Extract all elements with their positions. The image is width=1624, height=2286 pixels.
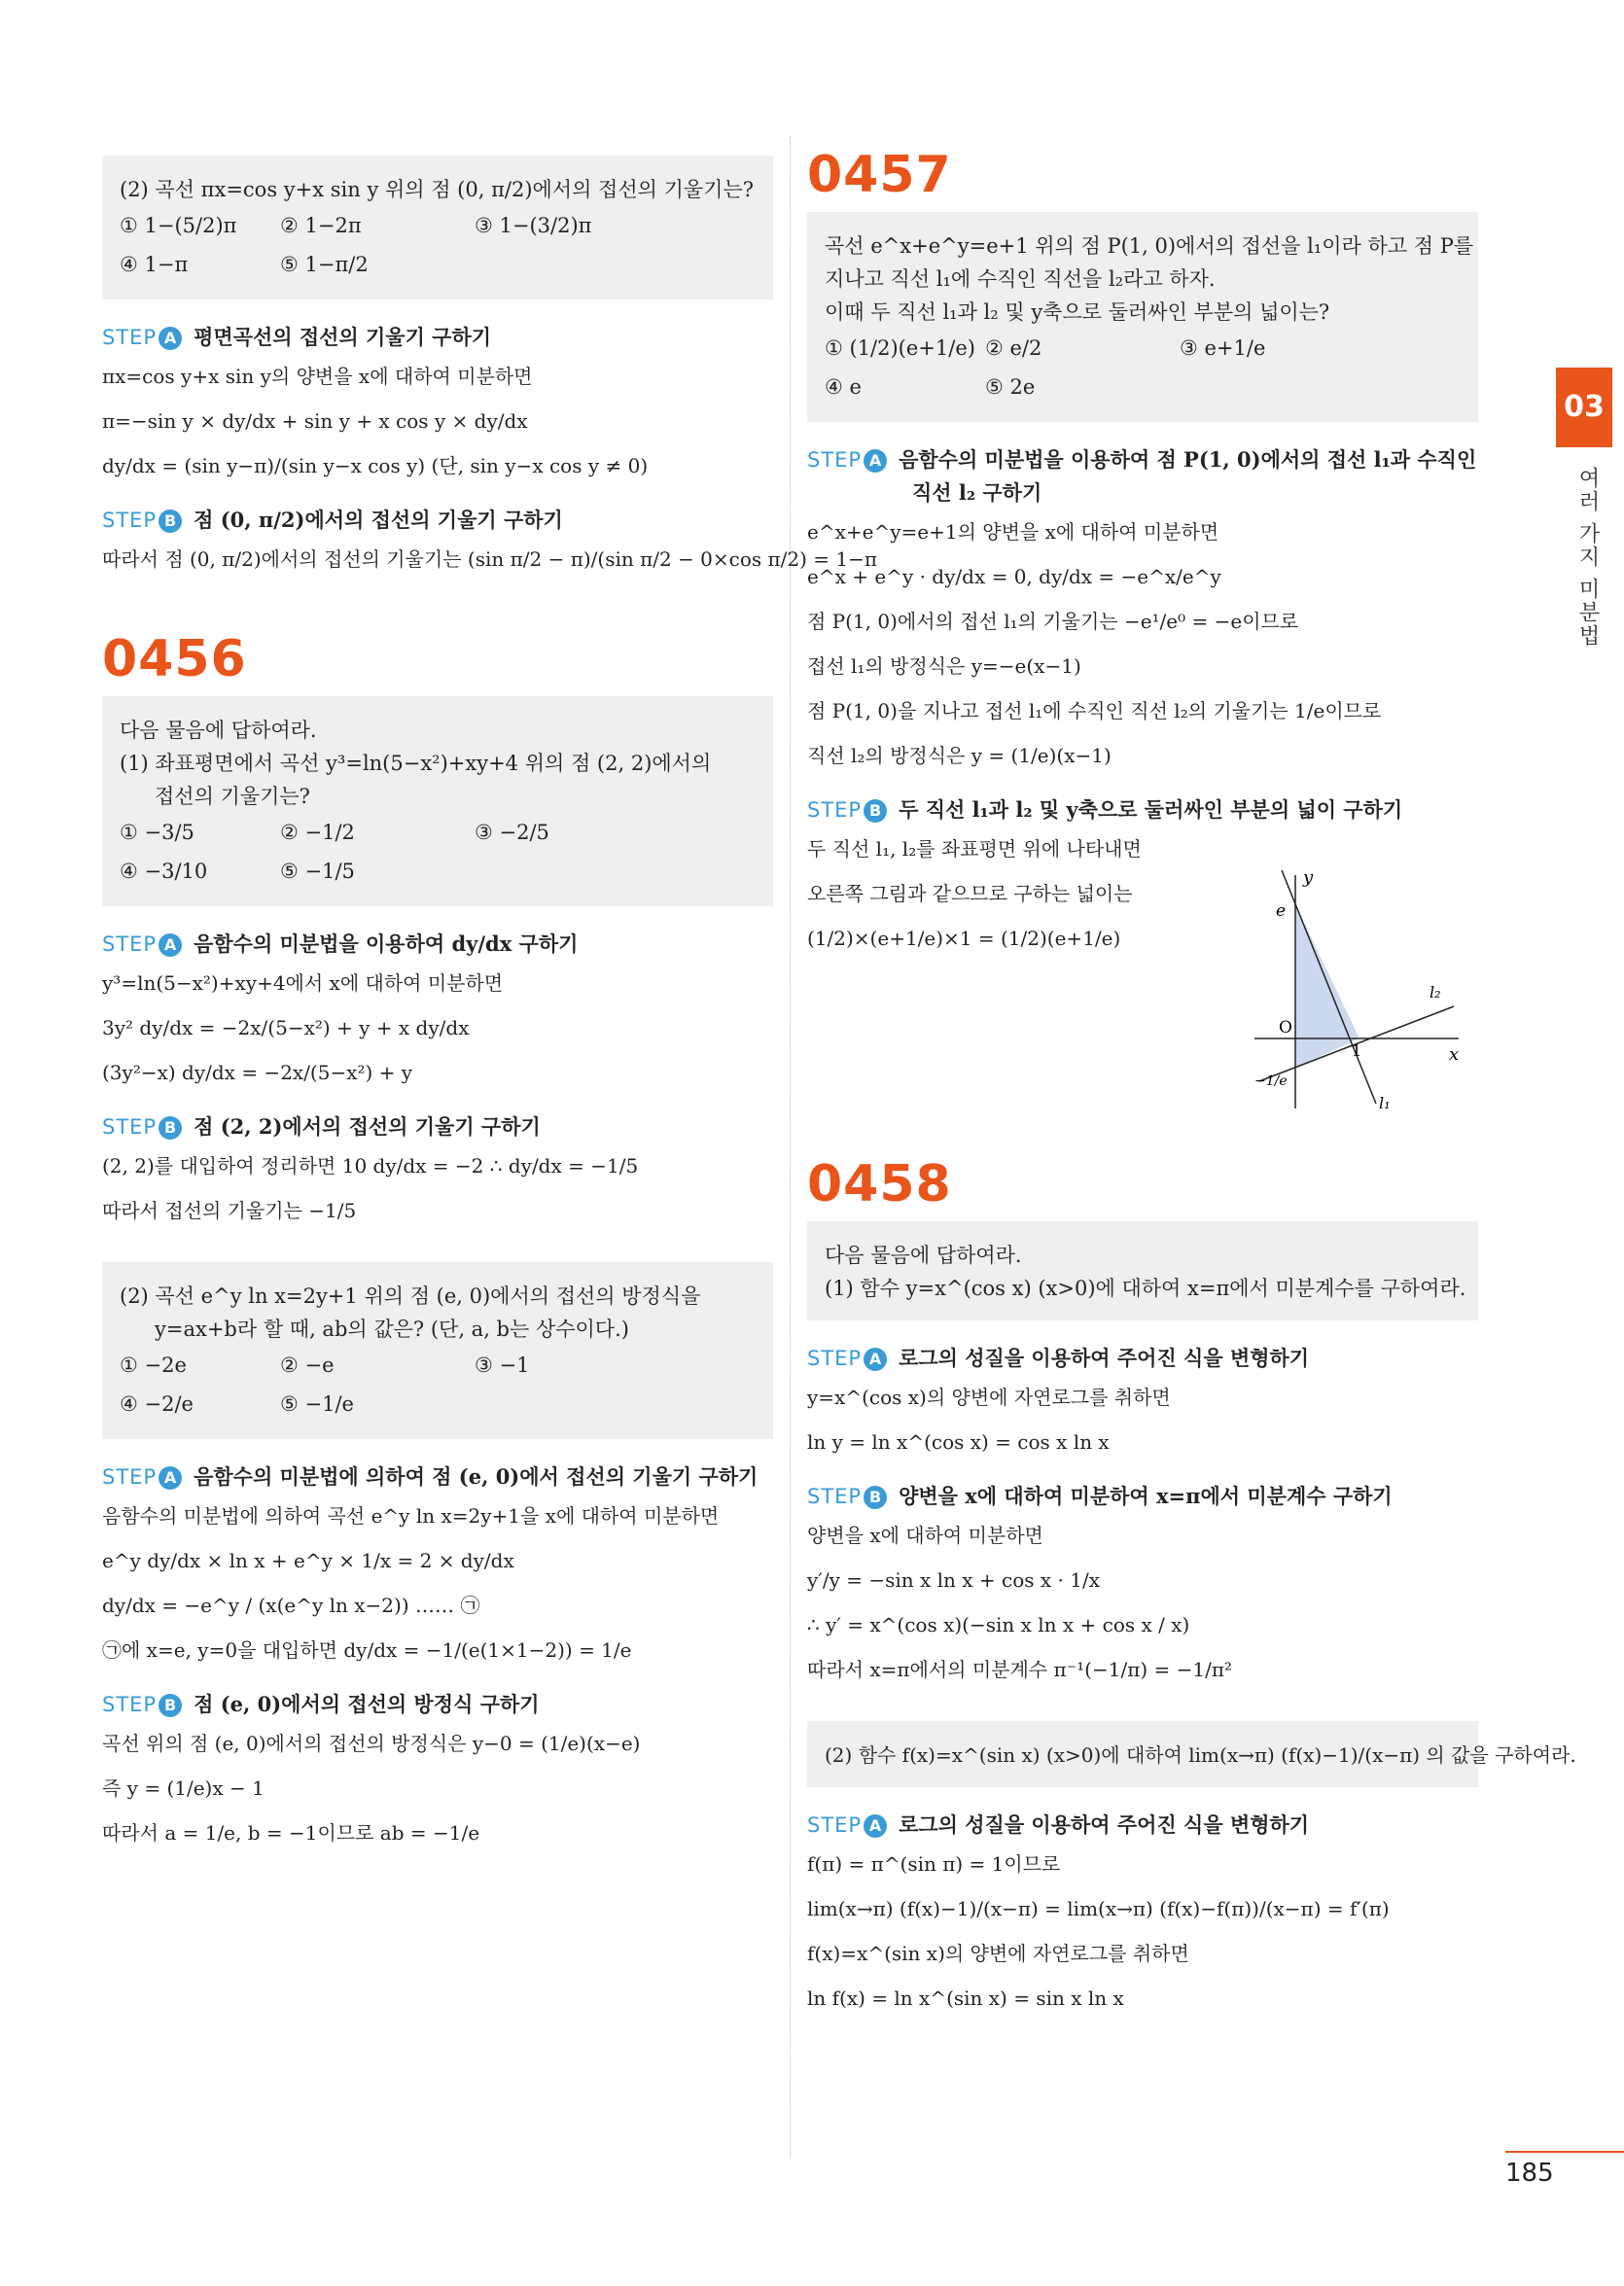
solution-line: 접선 l₁의 방정식은 y=−e(x−1) bbox=[807, 654, 1081, 678]
solution-line: 오른쪽 그림과 같으므로 구하는 넓이는 bbox=[807, 882, 1133, 905]
label-one: 1 bbox=[1352, 1041, 1362, 1060]
solution-line: (1/2)×(e+1/e)×1 = (1/2)(e+1/e) bbox=[807, 927, 1121, 950]
step-b-body bbox=[807, 1513, 1478, 1692]
solution-line: dy/dx = −e^y / (x(e^y ln x−2)) …… ㉠ bbox=[102, 1594, 480, 1617]
choice: ④ −2/e bbox=[120, 1392, 194, 1416]
step-a-heading-cont: 직선 l₂ 구하기 bbox=[912, 480, 1042, 505]
step-b-body bbox=[102, 1721, 773, 1855]
question-intro: 다음 물음에 답하여라. bbox=[825, 1244, 1022, 1267]
question-box-0457 bbox=[807, 212, 1478, 422]
choices bbox=[120, 1346, 756, 1424]
label-x: x bbox=[1449, 1044, 1460, 1065]
choice: ② 1−2π bbox=[280, 214, 362, 237]
choice: ② e/2 bbox=[985, 336, 1042, 360]
step-b-heading: STEP B 두 직선 l₁과 l₂ 및 y축으로 둘러싸인 부분의 넓이 구하기 bbox=[807, 797, 1403, 822]
question-text: (2) 함수 f(x)=x^(sin x) (x>0)에 대하여 lim(x→π) (f(x)−1)/(x−π) 의 값을 구하여라. bbox=[825, 1743, 1576, 1767]
choice: ③ 1−(3/2)π bbox=[475, 214, 592, 237]
question-text: 지나고 직선 l₁에 수직인 직선을 l₂라고 하자. bbox=[825, 267, 1216, 291]
solution-line: 즉 y = (1/e)x − 1 bbox=[102, 1776, 265, 1800]
solution-line: 따라서 점 (0, π/2)에서의 접선의 기울기는 (sin π/2 − π)/(sin π/2 − 0×cos π/2) = 1−π bbox=[102, 547, 878, 571]
question-text: (1) 함수 y=x^(cos x) (x>0)에 대하여 x=π에서 미분계수를 구하여라. bbox=[825, 1277, 1466, 1300]
solution-line: (3y²−x) dy/dx = −2x/(5−x²) + y bbox=[102, 1061, 413, 1084]
page-number: 185 bbox=[1505, 2159, 1554, 2188]
step-b-body bbox=[102, 537, 878, 581]
choice: ④ 1−π bbox=[120, 253, 189, 276]
chapter-title: 여러 가지 미분법 bbox=[1575, 467, 1600, 648]
question-text: 이때 두 직선 l₁과 l₂ 및 y축으로 둘러싸인 부분의 넓이는? bbox=[825, 300, 1330, 324]
solution-line: 음함수의 미분법에 의하여 곡선 e^y ln x=2y+1을 x에 대하여 미분하면 bbox=[102, 1504, 720, 1528]
choice: ④ e bbox=[825, 375, 862, 399]
solution-line: e^x + e^y · dy/dx = 0, dy/dx = −e^x/e^y bbox=[807, 565, 1221, 588]
choices bbox=[825, 329, 1461, 406]
choice: ⑤ 2e bbox=[985, 375, 1036, 399]
step-a-heading: STEP A 음함수의 미분법을 이용하여 점 P(1, 0)에서의 접선 l₁과 수직인 bbox=[807, 447, 1477, 472]
solution-line: 따라서 a = 1/e, b = −1이므로 ab = −1/e bbox=[102, 1821, 480, 1845]
label-e: e bbox=[1276, 901, 1287, 921]
column-divider bbox=[790, 136, 791, 2159]
step-a-body bbox=[807, 1375, 1478, 1464]
choice: ③ e+1/e bbox=[1180, 336, 1266, 360]
solution-line: f(π) = π^(sin π) = 1이므로 bbox=[807, 1852, 1061, 1876]
choice: ⑤ 1−π/2 bbox=[280, 253, 369, 276]
solution-line: ln y = ln x^(cos x) = cos x ln x bbox=[807, 1430, 1110, 1454]
question-text: 접선의 기울기는? bbox=[155, 785, 310, 808]
question-text: y=ax+b라 할 때, ab의 값은? (단, a, b는 상수이다.) bbox=[155, 1318, 629, 1341]
solution-line: 직선 l₂의 방정식은 y = (1/e)(x−1) bbox=[807, 744, 1112, 767]
page-number-rule bbox=[1505, 2151, 1624, 2153]
solution-line: ㉠에 x=e, y=0을 대입하면 dy/dx = −1/(e(1×1−2)) = 1/e bbox=[102, 1638, 632, 1662]
step-a-heading: STEP A 로그의 성질을 이용하여 주어진 식을 변형하기 bbox=[807, 1346, 1310, 1370]
solution-line: 점 P(1, 0)에서의 접선 l₁의 기울기는 −e¹/e⁰ = −e이므로 bbox=[807, 610, 1299, 633]
label-l1: l₁ bbox=[1379, 1094, 1391, 1112]
choice: ① −2e bbox=[120, 1354, 187, 1377]
label-origin: O bbox=[1279, 1018, 1292, 1037]
solution-line: (2, 2)를 대입하여 정리하면 10 dy/dx = −2 ∴ dy/dx = −1/5 bbox=[102, 1154, 639, 1178]
solution-line: e^y dy/dx × ln x + e^y × 1/x = 2 × dy/dx bbox=[102, 1549, 514, 1572]
solution-line: πx=cos y+x sin y의 양변을 x에 대하여 미분하면 bbox=[102, 365, 533, 388]
choice: ② −1/2 bbox=[280, 821, 355, 844]
step-a-heading: STEP A 음함수의 미분법을 이용하여 dy/dx 구하기 bbox=[102, 932, 579, 956]
solution-line: e^x+e^y=e+1의 양변을 x에 대하여 미분하면 bbox=[807, 520, 1219, 544]
step-a-heading: STEP A 로그의 성질을 이용하여 주어진 식을 변형하기 bbox=[807, 1812, 1310, 1837]
question-box-0456-2 bbox=[102, 1262, 773, 1439]
choice: ③ −1 bbox=[475, 1354, 530, 1377]
question-text: 곡선 e^x+e^y=e+1 위의 점 P(1, 0)에서의 접선을 l₁이라 하고 점 P를 bbox=[825, 234, 1474, 258]
step-b-heading: STEP B 점 (0, π/2)에서의 접선의 기울기 구하기 bbox=[102, 508, 563, 532]
label-neg-inv-e: −1/e bbox=[1254, 1073, 1288, 1089]
solution-line: 양변을 x에 대하여 미분하면 bbox=[807, 1524, 1043, 1547]
solution-line: 따라서 x=π에서의 미분계수 π⁻¹(−1/π) = −1/π² bbox=[807, 1658, 1232, 1681]
choice: ① −3/5 bbox=[120, 821, 194, 844]
label-y: y bbox=[1303, 867, 1314, 888]
solution-line: π=−sin y × dy/dx + sin y + x cos y × dy/dx bbox=[102, 409, 528, 433]
choices bbox=[120, 206, 756, 284]
label-l2: l₂ bbox=[1430, 983, 1441, 1002]
choice: ③ −2/5 bbox=[475, 821, 549, 844]
choice: ⑤ −1/e bbox=[280, 1392, 354, 1416]
question-text: (1) 좌표평면에서 곡선 y³=ln(5−x²)+xy+4 위의 점 (2, 2)에서의 bbox=[120, 752, 712, 775]
step-a-heading: STEP A 음함수의 미분법에 의하여 점 (e, 0)에서 접선의 기울기 구하기 bbox=[102, 1464, 759, 1489]
question-box-0458-1 bbox=[807, 1221, 1478, 1320]
chapter-tab: 03 bbox=[1556, 368, 1612, 447]
solution-line: f(x)=x^(sin x)의 양변에 자연로그를 취하면 bbox=[807, 1942, 1189, 1965]
problem-number: 0458 bbox=[807, 1155, 952, 1213]
solution-line: y′/y = −sin x ln x + cos x · 1/x bbox=[807, 1568, 1100, 1592]
solution-line: lim(x→π) (f(x)−1)/(x−π) = lim(x→π) (f(x)−f(π))/(x−π) = f′(π) bbox=[807, 1897, 1390, 1920]
choice: ① 1−(5/2)π bbox=[120, 214, 237, 237]
solution-line: 점 P(1, 0)을 지나고 접선 l₁에 수직인 직선 l₂의 기울기는 1/e이므로 bbox=[807, 699, 1382, 722]
solution-line: 곡선 위의 점 (e, 0)에서의 접선의 방정식은 y−0 = (1/e)(x−e) bbox=[102, 1732, 641, 1755]
choices bbox=[120, 813, 756, 891]
step-a-heading: STEP A 평면곡선의 접선의 기울기 구하기 bbox=[102, 325, 492, 349]
question-text: (2) 곡선 πx=cos y+x sin y 위의 점 (0, π/2)에서의 접선의 기울기는? bbox=[120, 178, 754, 201]
choice: ④ −3/10 bbox=[120, 860, 208, 883]
solution-line: y³=ln(5−x²)+xy+4에서 x에 대하여 미분하면 bbox=[102, 971, 504, 995]
shaded-region bbox=[1295, 904, 1359, 1038]
question-intro: 다음 물음에 답하여라. bbox=[120, 719, 317, 742]
choice: ⑤ −1/5 bbox=[280, 860, 355, 883]
choice: ② −e bbox=[280, 1354, 335, 1377]
step-a-body bbox=[102, 1494, 773, 1672]
tangent-lines-graph bbox=[1254, 865, 1468, 1118]
step-b-heading: STEP B 양변을 x에 대하여 미분하여 x=π에서 미분계수 구하기 bbox=[807, 1484, 1393, 1508]
solution-line: y=x^(cos x)의 양변에 자연로그를 취하면 bbox=[807, 1386, 1171, 1409]
solution-line: ln f(x) = ln x^(sin x) = sin x ln x bbox=[807, 1987, 1124, 2010]
solution-line: ∴ y′ = x^(cos x)(−sin x ln x + cos x / x) bbox=[807, 1613, 1190, 1636]
step-a-body bbox=[807, 1842, 1478, 2021]
step-a-body bbox=[102, 354, 773, 488]
problem-number: 0456 bbox=[102, 630, 247, 688]
step-a-body bbox=[102, 961, 773, 1095]
question-box-0456-1 bbox=[102, 696, 773, 906]
solution-line: 두 직선 l₁, l₂를 좌표평면 위에 나타내면 bbox=[807, 837, 1142, 861]
question-box-0458-2 bbox=[807, 1721, 1576, 1787]
step-b-heading: STEP B 점 (e, 0)에서의 접선의 방정식 구하기 bbox=[102, 1692, 540, 1716]
solution-line: dy/dx = (sin y−π)/(sin y−x cos y) (단, sin y−x cos y ≠ 0) bbox=[102, 454, 649, 477]
question-box-0455-2 bbox=[102, 156, 773, 299]
choice: ① (1/2)(e+1/e) bbox=[825, 336, 975, 360]
solution-line: 3y² dy/dx = −2x/(5−x²) + y + x dy/dx bbox=[102, 1016, 470, 1039]
question-text: (2) 곡선 e^y ln x=2y+1 위의 점 (e, 0)에서의 접선의 방정식을 bbox=[120, 1284, 701, 1308]
problem-number: 0457 bbox=[807, 146, 952, 204]
step-b-body bbox=[102, 1143, 773, 1233]
step-b-heading: STEP B 점 (2, 2)에서의 접선의 기울기 구하기 bbox=[102, 1114, 541, 1139]
step-a-body bbox=[807, 510, 1478, 778]
solution-line: 따라서 접선의 기울기는 −1/5 bbox=[102, 1199, 357, 1222]
